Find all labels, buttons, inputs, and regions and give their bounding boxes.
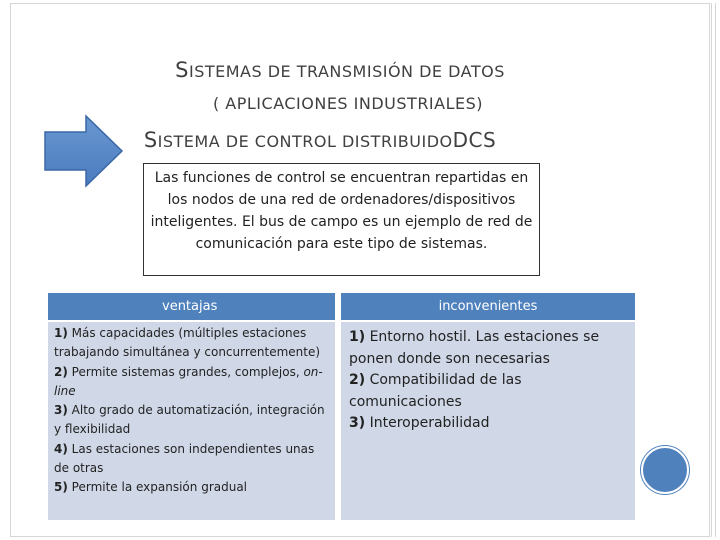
header-ventajas: ventajas (48, 293, 335, 320)
list-item: 2) Compatibilidad de las comunicaciones (349, 372, 522, 410)
description-box (143, 163, 540, 276)
frame-line (711, 3, 712, 537)
inconvenientes-cell (341, 322, 635, 520)
list-item: 5) Permite la expansión gradual (54, 480, 248, 495)
title-line-2: ( APLICACIONES INDUSTRIALES) (212, 94, 484, 113)
title-line-1: SISTEMAS DE TRANSMISIÓN DE DATOS (175, 58, 505, 82)
list-item: 1) Más capacidades (múltiples estaciones trabajando simultánea y concurrentemente) (54, 326, 321, 360)
list-item: 3) Alto grado de automatización, integración y flexibilidad (54, 403, 325, 437)
description-text: Las funciones de control se encuentran repartidas en los nodos de una red de ordenadores/dispositivos inteligentes. El bus de campo es un ejemplo de red de comunicación para este tipo de sistemas. (150, 170, 533, 252)
decorative-circle (641, 446, 689, 494)
list-item: 1) Entorno hostil. Las estaciones se ponen donde son necesarias (349, 329, 600, 367)
ventajas-cell (48, 322, 335, 520)
right-arrow-icon (44, 114, 124, 188)
list-item: 2) Permite sistemas grandes, complejos, on-line (54, 364, 323, 398)
list-item: 4) Las estaciones son independientes unas de otras (54, 441, 315, 476)
header-inconvenientes: inconvenientes (341, 293, 635, 320)
frame-line (715, 3, 716, 537)
title-line-3: SISTEMA DE CONTROL DISTRIBUIDODCS (143, 128, 497, 152)
list-item: 3) Interoperabilidad (349, 415, 490, 431)
